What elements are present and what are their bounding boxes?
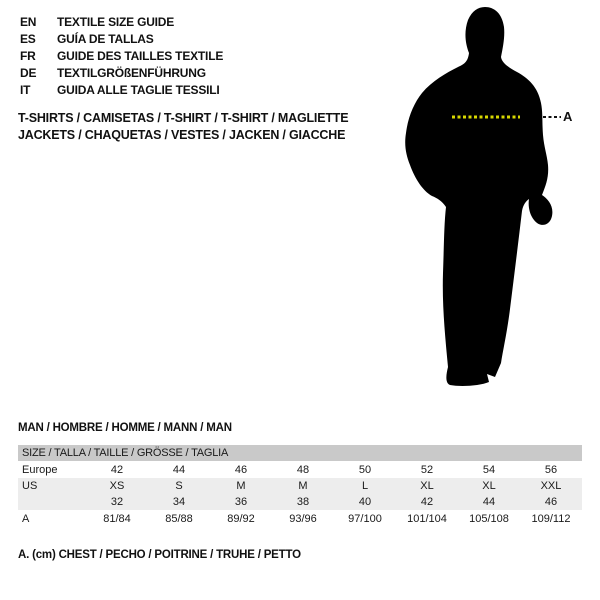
size-table-row	[18, 494, 582, 510]
language-title: TEXTILE SIZE GUIDE	[57, 15, 175, 29]
row-label: US	[18, 478, 86, 494]
size-cell: M	[210, 478, 272, 494]
size-cell: 85/88	[165, 513, 193, 525]
size-cell: 105/108	[469, 513, 509, 525]
category-line: JACKETS / CHAQUETAS / VESTES / JACKEN / GIACCHE	[18, 128, 346, 142]
size-cell: XS	[86, 478, 148, 494]
size-cell: 89/92	[227, 513, 255, 525]
language-title: TEXTILGRÖßENFÜHRUNG	[57, 66, 206, 80]
size-cell: L	[334, 478, 396, 494]
size-table	[18, 445, 582, 528]
size-cell: 44	[172, 463, 186, 476]
size-cell: 54	[482, 463, 496, 476]
size-cell: 32	[86, 494, 148, 510]
gender-label: MAN / HOMBRE / HOMME / MANN / MAN	[18, 422, 232, 434]
size-table-header: SIZE / TALLA / TAILLE / GRÖSSE / TAGLIA	[18, 445, 582, 461]
size-cell: 56	[544, 463, 558, 476]
size-cell: XL	[458, 478, 520, 494]
language-title: GUÍA DE TALLAS	[57, 32, 154, 46]
row-label	[18, 494, 86, 510]
size-table-header-row	[18, 445, 582, 461]
size-cell: 52	[420, 463, 434, 476]
measure-footnote: A. (cm) CHEST / PECHO / POITRINE / TRUHE / PETTO	[18, 549, 301, 561]
size-cell: 46	[520, 494, 582, 510]
language-title: GUIDE DES TAILLES TEXTILE	[57, 49, 224, 63]
size-cell: 44	[458, 494, 520, 510]
size-cell: 40	[334, 494, 396, 510]
size-cell: 42	[396, 494, 458, 510]
size-table-row	[18, 461, 582, 478]
size-cell: 48	[296, 463, 310, 476]
size-cell: 101/104	[407, 513, 447, 525]
size-cell: 50	[358, 463, 372, 476]
size-cell: XL	[396, 478, 458, 494]
size-cell: 42	[110, 463, 124, 476]
size-cell: 46	[234, 463, 248, 476]
language-code: IT	[20, 83, 31, 97]
language-code: ES	[20, 32, 36, 46]
language-code: EN	[20, 15, 37, 29]
language-code: DE	[20, 66, 37, 80]
size-table-row	[18, 510, 582, 528]
man-silhouette	[390, 5, 590, 400]
row-label: A	[22, 513, 30, 525]
language-code: FR	[20, 49, 36, 63]
size-cell: M	[272, 478, 334, 494]
size-cell: 38	[272, 494, 334, 510]
size-cell: XXL	[520, 478, 582, 494]
row-label: Europe	[22, 463, 58, 476]
measure-label-a: A	[563, 109, 573, 124]
language-title: GUIDA ALLE TAGLIE TESSILI	[57, 83, 220, 97]
size-cell: 109/112	[531, 513, 571, 525]
size-cell: S	[148, 478, 210, 494]
category-line: T-SHIRTS / CAMISETAS / T-SHIRT / T-SHIRT / MAGLIETTE	[18, 111, 349, 125]
size-cell: 34	[148, 494, 210, 510]
size-cell: 97/100	[348, 513, 382, 525]
size-cell: 36	[210, 494, 272, 510]
size-cell: 93/96	[289, 513, 317, 525]
size-table-row	[18, 478, 582, 494]
silhouette-shape	[405, 7, 552, 386]
size-cell: 81/84	[103, 513, 131, 525]
